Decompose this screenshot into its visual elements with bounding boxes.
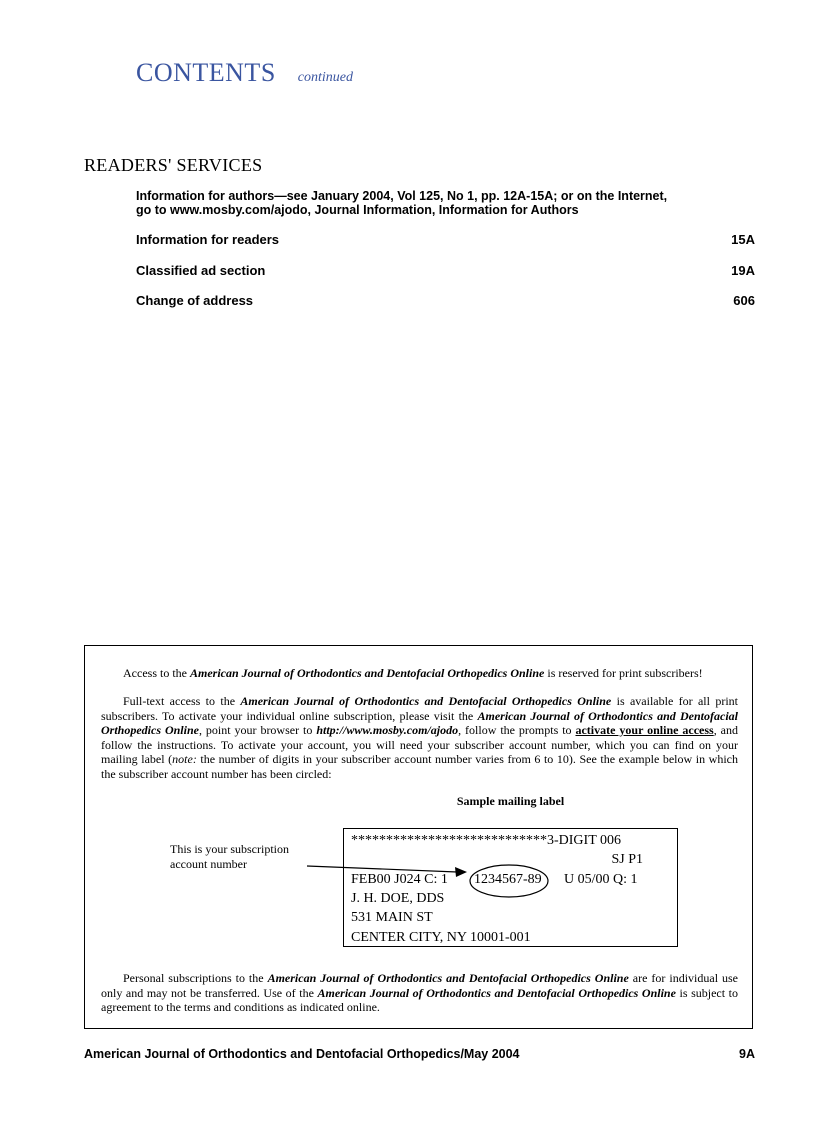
authors-info-line1: Information for authors—see January 2004, Vol 125, No 1, pp. 12A-15A; or on the Internet, bbox=[136, 189, 668, 203]
journal-name: American Journal of Orthodontics and Dentofacial Orthopedics Online bbox=[267, 971, 629, 985]
label-line-2: SJ P1 bbox=[611, 852, 643, 867]
entry-page: 606 bbox=[733, 293, 755, 308]
continued-label: continued bbox=[297, 70, 353, 85]
subscription-note: This is your subscription account number bbox=[170, 842, 289, 871]
authors-info-line2: go to www.mosby.com/ajodo, Journal Information, Information for Authors bbox=[136, 203, 579, 217]
text-span: is reserved for print subscribers! bbox=[544, 666, 703, 680]
text-span: Access to the bbox=[123, 666, 190, 680]
journal-name: American Journal of Orthodontics and Dentofacial Orthopedics Online bbox=[101, 708, 738, 737]
account-number: 1234567-89 bbox=[474, 872, 542, 887]
text-span: , and follow the instructions. To activate your account, you will need your subscriber account number, which you can find on your mailing label ( bbox=[101, 723, 739, 766]
label-line-3: FEB00 J024 C: 1 bbox=[351, 872, 448, 887]
label-line-4: J. H. DOE, DDS bbox=[351, 891, 445, 906]
journal-name: American Journal of Orthodontics and Dentofacial Orthopedics Online bbox=[189, 666, 545, 680]
contents-header bbox=[136, 58, 353, 88]
note-label: note: bbox=[172, 752, 197, 766]
entry-row bbox=[136, 263, 755, 278]
online-access-box bbox=[84, 645, 753, 1029]
footer-journal: American Journal of Orthodontics and Dentofacial Orthopedics/May 2004 bbox=[84, 1047, 520, 1061]
section-title: READERS' SERVICES bbox=[84, 155, 263, 175]
label-line-6: CENTER CITY, NY 10001-001 bbox=[351, 930, 531, 945]
page-footer bbox=[84, 1047, 755, 1061]
text-span: Full-text access to the bbox=[123, 694, 241, 708]
journal-url-link[interactable]: http://www.mosby.com/ajodo bbox=[316, 723, 459, 737]
journal-name: American Journal of Orthodontics and Dentofacial Orthopedics Online bbox=[240, 694, 612, 708]
text-span: the number of digits in your subscriber account number varies from 6 to 10). See the example below in which the subscriber account number has been circled: bbox=[101, 752, 739, 781]
entry-label: Change of address bbox=[136, 293, 254, 308]
entry-label: Classified ad section bbox=[136, 263, 266, 278]
entry-label: Information for readers bbox=[136, 232, 280, 247]
entry-page: 15A bbox=[731, 232, 755, 247]
footer-page-number: 9A bbox=[739, 1047, 755, 1061]
sample-label-title: Sample mailing label bbox=[456, 794, 565, 808]
text-span: is subject to agreement to the terms and conditions as indicated online. bbox=[101, 985, 739, 1014]
label-line-1: ****************************3-DIGIT 006 bbox=[351, 833, 622, 848]
activate-access-link[interactable]: activate your online access bbox=[575, 723, 714, 737]
journal-name: American Journal of Orthodontics and Dentofacial Orthopedics Online bbox=[317, 985, 676, 1000]
text-span: , follow the prompts to bbox=[458, 723, 576, 737]
entry-page: 19A bbox=[731, 263, 755, 278]
sample-mailing-label bbox=[343, 828, 678, 947]
personal-subscription-paragraph bbox=[101, 971, 738, 1015]
text-span: are for individual use only and may not be transferred. Use of the bbox=[101, 971, 739, 1000]
entry-row bbox=[136, 232, 755, 247]
label-line-3b: U 05/00 Q: 1 bbox=[564, 872, 638, 887]
label-line-5: 531 MAIN ST bbox=[351, 910, 433, 925]
page-title: CONTENTS bbox=[136, 58, 276, 87]
entry-row bbox=[136, 293, 755, 308]
authors-info bbox=[136, 189, 736, 217]
text-span: , point your browser to bbox=[198, 723, 317, 737]
text-span: is available for all print subscribers. To activate your individual online subscription, please visit the bbox=[101, 694, 738, 723]
text-span: Personal subscriptions to the bbox=[123, 971, 268, 985]
